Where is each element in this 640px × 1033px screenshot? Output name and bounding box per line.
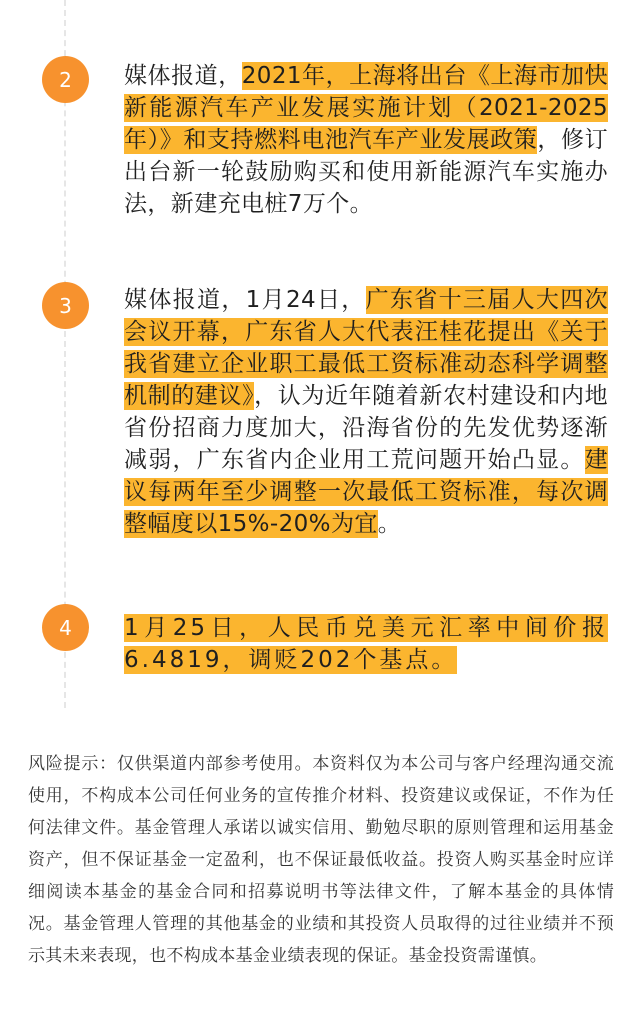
item-text	[124, 612, 608, 676]
item-rest-2: 。	[377, 511, 402, 537]
item-lead: 媒体报道，	[124, 63, 242, 89]
item-highlight: 1月25日，人民币兑美元汇率中间价报6.4819，调贬202个基点。	[124, 615, 608, 673]
item-highlight-2: 建议每两年至少调整一次最低工资标准，每次调整幅度以15%-20%为宜	[124, 447, 608, 537]
risk-disclaimer: 风险提示：仅供渠道内部参考使用。本资料仅为本公司与客户经理沟通交流使用，不构成本公司任何业务的宣传推介材料、投资建议或保证，不作为任何法律文件。基金管理人承诺以诚实信用、勤勉尽职的原则管理和运用基金资产，但不保证基金一定盈利，也不保证最低收益。投资人购买基金时应详细阅读本基金的基金合同和招募说明书等法律文件，了解本基金的具体情况。基金管理人管理的其他基金的业绩和其投资人员取得的过往业绩并不预示其未来表现，也不构成本基金业绩表现的保证。基金投资需谨慎。	[28, 754, 614, 966]
timeline-line	[64, 0, 66, 708]
item-lead: 媒体报道，1月24日，	[124, 287, 366, 313]
item-rest: ，认为近年随着新农村建设和内地省份招商力度加大，沿海省份的先发优势逐渐减弱，广东省内企业用工荒问题开始凸显。	[124, 383, 609, 473]
item-rest: ，修订出台新一轮鼓励购买和使用新能源汽车实施办法，新建充电桩7万个。	[124, 127, 609, 217]
item-highlight: 广东省十三届人大四次会议开幕，广东省人大代表汪桂花提出《关于我省建立企业职工最低工资标准动态科学调整机制的建议》	[124, 287, 608, 409]
item-text	[124, 60, 608, 220]
item-text	[124, 284, 608, 540]
item-number: 3	[59, 293, 72, 318]
item-number-badge	[42, 604, 89, 651]
item-number: 2	[59, 67, 72, 92]
item-number-badge	[42, 56, 89, 103]
item-highlight: 2021年，上海将出台《上海市加快新能源汽车产业发展实施计划（2021-2025年）》和支持燃料电池汽车产业发展政策	[124, 63, 609, 153]
item-number-badge	[42, 282, 89, 329]
item-number: 4	[59, 615, 72, 640]
